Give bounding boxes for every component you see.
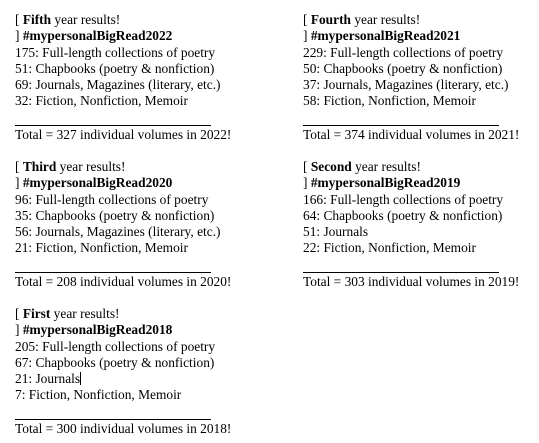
year-ordinal: Third [22, 159, 57, 174]
results-block-fifth-year [15, 12, 255, 143]
year-ordinal: Fourth [310, 12, 351, 27]
list-item: 37: Journals, Magazines (literary, etc.) [303, 77, 509, 93]
block-hashtag-line [15, 175, 255, 191]
list-item: 7: Fiction, Nonfiction, Memoir [15, 387, 182, 403]
results-block-first-year [15, 306, 255, 437]
list-item: 96: Full-length collections of poetry [15, 191, 209, 207]
title-text: year results! [51, 12, 121, 27]
block-hashtag-line [303, 175, 539, 191]
block-title [15, 306, 255, 322]
bracket-close: ] [15, 322, 23, 338]
list-item: 22: Fiction, Nonfiction, Memoir [303, 240, 476, 256]
list-item: 51: Chapbooks (poetry & nonfiction) [15, 60, 215, 76]
block-hashtag-line [15, 28, 255, 44]
bracket-open: [ [15, 12, 23, 27]
divider-line [15, 125, 211, 126]
list-item: 50: Chapbooks (poetry & nonfiction) [303, 60, 503, 76]
list-item: 32: Fiction, Nonfiction, Memoir [15, 93, 188, 109]
title-text: year results! [351, 159, 421, 174]
list-item: 56: Journals, Magazines (literary, etc.) [15, 224, 221, 240]
title-text: year results! [56, 159, 126, 174]
hashtag: #mypersonalBigRead2020 [22, 175, 173, 191]
block-title [303, 159, 539, 175]
divider-line [15, 272, 211, 273]
list-item: 58: Fiction, Nonfiction, Memoir [303, 93, 476, 109]
bracket-open: [ [303, 12, 311, 27]
list-item: 166: Full-length collections of poetry [303, 191, 504, 207]
total-line: Total = 327 individual volumes in 2022! [15, 126, 232, 142]
title-text: year results! [50, 306, 120, 321]
divider-line [303, 125, 499, 126]
year-ordinal: Fifth [22, 12, 52, 27]
hashtag: #mypersonalBigRead2018 [22, 322, 173, 338]
list-item: 64: Chapbooks (poetry & nonfiction) [303, 207, 503, 223]
bracket-open: [ [15, 306, 23, 321]
hashtag: #mypersonalBigRead2019 [310, 175, 461, 191]
year-ordinal: First [22, 306, 51, 321]
list-item: 175: Full-length collections of poetry [15, 44, 216, 60]
results-block-second-year [303, 159, 539, 290]
bracket-close: ] [15, 28, 23, 44]
list-item: 205: Full-length collections of poetry [15, 338, 216, 354]
block-title [15, 12, 255, 28]
total-line: Total = 208 individual volumes in 2020! [15, 273, 232, 289]
hashtag: #mypersonalBigRead2021 [310, 28, 461, 44]
list-item: 69: Journals, Magazines (literary, etc.) [15, 77, 221, 93]
divider-line [15, 419, 211, 420]
list-item-with-caret[interactable] [15, 371, 255, 387]
results-block-third-year [15, 159, 255, 290]
block-hashtag-line [303, 28, 539, 44]
block-hashtag-line [15, 322, 255, 338]
bracket-open: [ [303, 159, 311, 174]
hashtag: #mypersonalBigRead2022 [22, 28, 173, 44]
list-item: 21: Journals [15, 371, 81, 387]
list-item: 67: Chapbooks (poetry & nonfiction) [15, 354, 215, 370]
divider-line [303, 272, 499, 273]
bracket-close: ] [303, 28, 311, 44]
list-item: 35: Chapbooks (poetry & nonfiction) [15, 207, 215, 223]
text-cursor [80, 372, 81, 385]
total-line: Total = 374 individual volumes in 2021! [303, 126, 520, 142]
total-line: Total = 300 individual volumes in 2018! [15, 420, 232, 436]
bracket-open: [ [15, 159, 23, 174]
block-title [15, 159, 255, 175]
bracket-close: ] [303, 175, 311, 191]
total-line: Total = 303 individual volumes in 2019! [303, 273, 520, 289]
year-ordinal: Second [310, 159, 352, 174]
list-item: 51: Journals [303, 224, 369, 240]
title-text: year results! [351, 12, 421, 27]
list-item: 21: Fiction, Nonfiction, Memoir [15, 240, 188, 256]
results-block-fourth-year [303, 12, 539, 143]
block-title [303, 12, 539, 28]
bracket-close: ] [15, 175, 23, 191]
list-item: 229: Full-length collections of poetry [303, 44, 504, 60]
